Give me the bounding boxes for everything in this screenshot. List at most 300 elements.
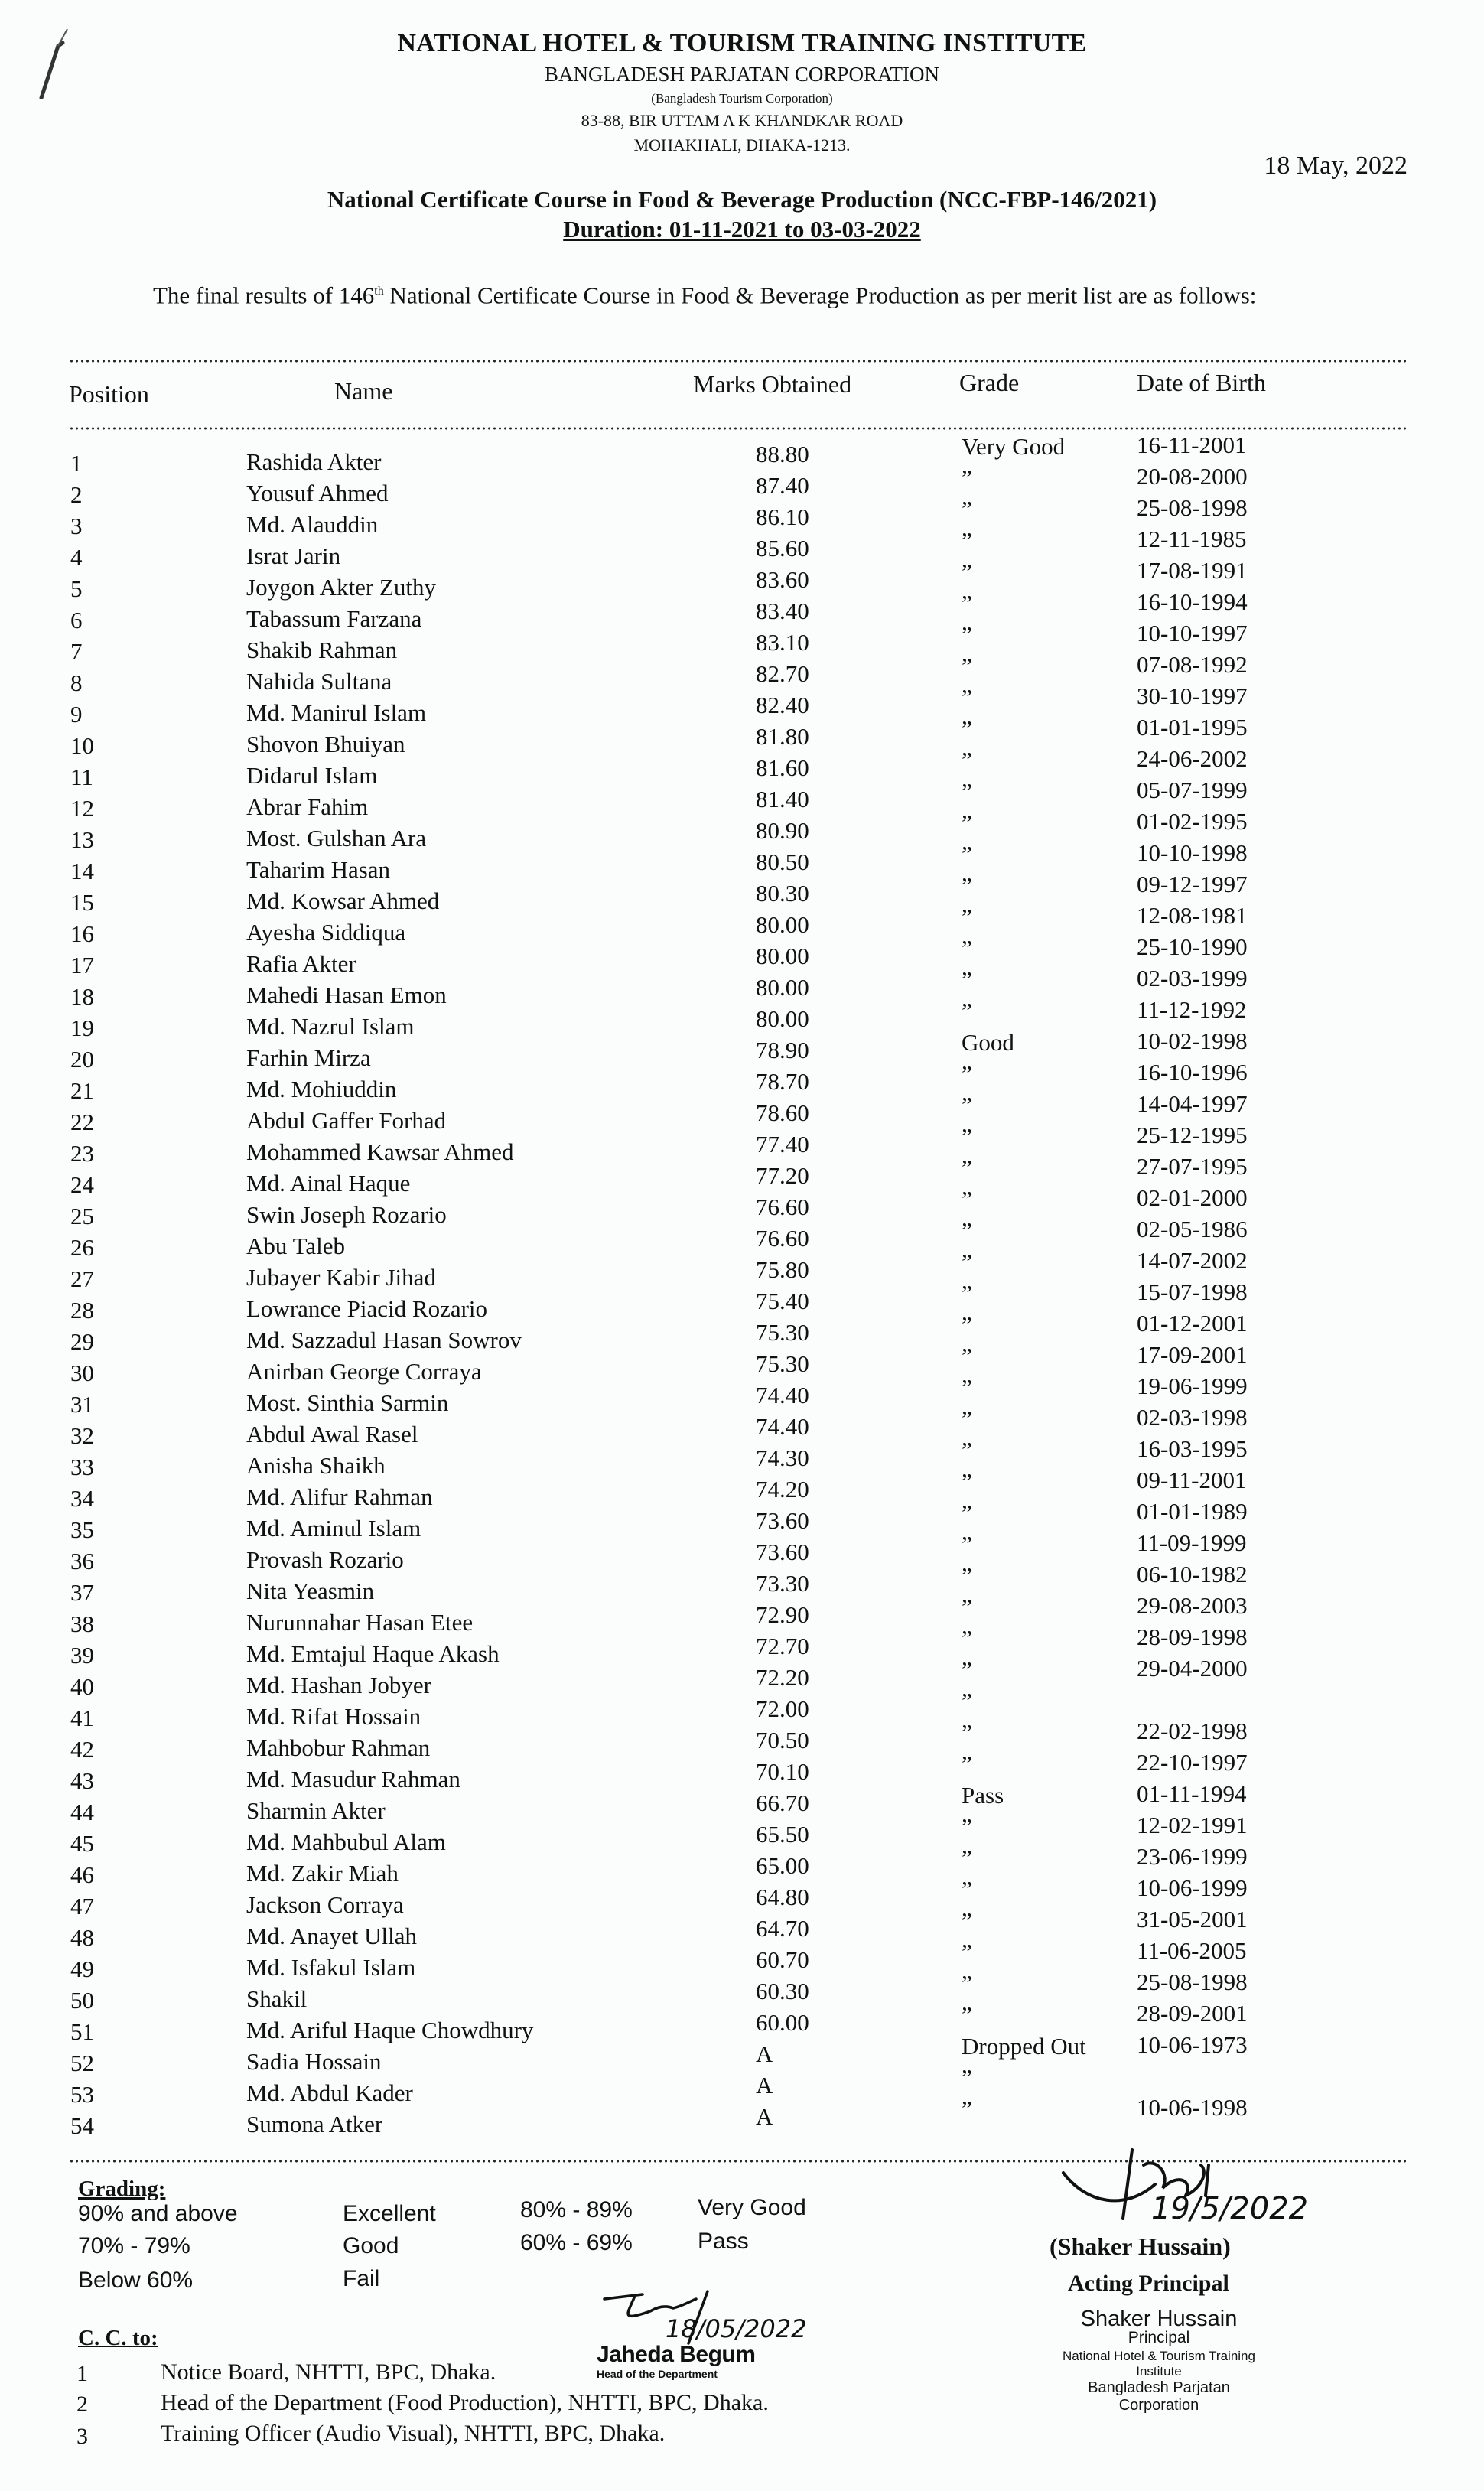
row-grade: ” bbox=[962, 1845, 972, 1871]
row-dob: 25-10-1990 bbox=[1137, 933, 1248, 960]
row-name: Sharmin Akter bbox=[246, 1797, 386, 1824]
grading-label: Very Good bbox=[698, 2195, 806, 2220]
row-name: Nurunnahar Hasan Etee bbox=[246, 1609, 474, 1636]
row-name: Israt Jarin bbox=[246, 542, 341, 569]
row-grade: ” bbox=[962, 747, 972, 773]
row-position: 48 bbox=[70, 1924, 94, 1951]
row-dob: 09-11-2001 bbox=[1137, 1467, 1247, 1493]
row-position: 30 bbox=[70, 1359, 94, 1386]
row-position: 1 bbox=[70, 450, 83, 477]
corporation-english: (Bangladesh Tourism Corporation) bbox=[651, 91, 833, 106]
row-dob: 19-06-1999 bbox=[1137, 1372, 1248, 1399]
row-dob: 28-09-2001 bbox=[1137, 2000, 1248, 2027]
row-marks: 87.40 bbox=[756, 472, 809, 499]
hod-signature-block bbox=[566, 2284, 841, 2398]
row-dob: 17-09-2001 bbox=[1137, 1341, 1248, 1368]
row-name: Md. Isfakul Islam bbox=[246, 1954, 416, 1981]
row-grade: ” bbox=[962, 684, 972, 711]
row-name: Jackson Corraya bbox=[246, 1891, 404, 1918]
cc-item-number: 1 bbox=[76, 2361, 88, 2386]
row-position: 7 bbox=[70, 638, 83, 665]
row-dob: 16-10-1996 bbox=[1137, 1059, 1248, 1086]
hod-signature bbox=[581, 2284, 826, 2345]
row-grade: ” bbox=[962, 966, 972, 993]
row-name: Rafia Akter bbox=[246, 950, 356, 977]
corporation-name: BANGLADESH PARJATAN CORPORATION bbox=[545, 63, 939, 86]
row-position: 31 bbox=[70, 1391, 94, 1418]
row-name: Md. Masudur Rahman bbox=[246, 1766, 460, 1793]
row-marks: 82.40 bbox=[756, 692, 809, 718]
row-dob: 01-02-1995 bbox=[1137, 808, 1248, 835]
row-dob: 01-12-2001 bbox=[1137, 1310, 1248, 1337]
row-grade: ” bbox=[962, 1123, 972, 1150]
row-grade: ” bbox=[962, 1154, 972, 1181]
signatory-title: Acting Principal bbox=[1068, 2271, 1229, 2296]
row-grade: ” bbox=[962, 1719, 972, 1746]
row-marks: A bbox=[756, 2040, 773, 2067]
row-position: 44 bbox=[70, 1799, 94, 1825]
row-grade: ” bbox=[962, 558, 972, 585]
row-position: 38 bbox=[70, 1610, 94, 1637]
seal-institute: National Hotel & Tourism Training Institute bbox=[1063, 2349, 1255, 2379]
row-marks: 73.60 bbox=[756, 1539, 809, 1565]
row-position: 41 bbox=[70, 1705, 94, 1731]
row-grade: ” bbox=[962, 1876, 972, 1903]
row-marks: 80.90 bbox=[756, 817, 809, 844]
row-dob: 27-07-1995 bbox=[1137, 1153, 1248, 1180]
row-grade: ” bbox=[962, 1939, 972, 1965]
row-grade: ” bbox=[962, 527, 972, 554]
row-name: Md. Sazzadul Hasan Sowrov bbox=[246, 1327, 522, 1353]
cc-title: C. C. to: bbox=[78, 2326, 158, 2350]
row-marks: 80.00 bbox=[756, 911, 809, 938]
row-dob: 22-02-1998 bbox=[1137, 1718, 1248, 1744]
row-dob: 11-06-2005 bbox=[1137, 1937, 1247, 1964]
row-name: Md. Manirul Islam bbox=[246, 699, 427, 726]
row-position: 25 bbox=[70, 1203, 94, 1229]
row-position: 2 bbox=[70, 481, 83, 508]
row-name: Shovon Bhuiyan bbox=[246, 731, 405, 757]
row-position: 3 bbox=[70, 513, 83, 539]
row-grade: ” bbox=[962, 653, 972, 679]
row-grade: ” bbox=[962, 2095, 972, 2122]
row-marks: A bbox=[756, 2072, 773, 2099]
row-marks: 78.90 bbox=[756, 1037, 809, 1063]
row-name: Md. Hashan Jobyer bbox=[246, 1672, 431, 1698]
row-marks: 81.40 bbox=[756, 786, 809, 812]
row-name: Rashida Akter bbox=[246, 448, 382, 475]
row-marks: 70.10 bbox=[756, 1758, 809, 1785]
cc-item-text: Head of the Department (Food Production), NHTTI, BPC, Dhaka. bbox=[161, 2390, 769, 2415]
row-name: Didarul Islam bbox=[246, 762, 378, 789]
row-position: 6 bbox=[70, 607, 83, 633]
row-marks: 80.00 bbox=[756, 1005, 809, 1032]
seal-corporation: Bangladesh Parjatan Corporation bbox=[1088, 2379, 1230, 2414]
row-name: Abu Taleb bbox=[246, 1232, 345, 1259]
row-dob: 16-10-1994 bbox=[1137, 588, 1248, 615]
row-dob: 11-09-1999 bbox=[1137, 1529, 1247, 1556]
grading-range: Below 60% bbox=[78, 2268, 194, 2293]
row-name: Md. Emtajul Haque Akash bbox=[246, 1640, 500, 1667]
row-dob: 17-08-1991 bbox=[1137, 557, 1248, 584]
row-marks: 74.30 bbox=[756, 1444, 809, 1471]
dotted-divider bbox=[69, 427, 1409, 430]
row-marks: 80.00 bbox=[756, 974, 809, 1001]
row-grade: ” bbox=[962, 590, 972, 617]
row-grade: ” bbox=[962, 998, 972, 1024]
row-grade: ” bbox=[962, 496, 972, 523]
row-dob: 14-04-1997 bbox=[1137, 1090, 1248, 1117]
row-dob: 16-03-1995 bbox=[1137, 1435, 1248, 1462]
row-position: 28 bbox=[70, 1297, 94, 1324]
row-position: 27 bbox=[70, 1265, 94, 1292]
row-grade: ” bbox=[962, 715, 972, 742]
row-grade: ” bbox=[962, 1060, 972, 1087]
row-name: Mahbobur Rahman bbox=[246, 1734, 431, 1761]
row-marks: A bbox=[756, 2103, 773, 2130]
row-name: Nita Yeasmin bbox=[246, 1578, 375, 1604]
row-grade: ” bbox=[962, 841, 972, 868]
intro-text-1: The final results of 146 bbox=[153, 282, 375, 309]
row-grade: ” bbox=[962, 1280, 972, 1307]
row-grade: ” bbox=[962, 1656, 972, 1683]
row-dob: 24-06-2002 bbox=[1137, 745, 1248, 772]
seal-title: Principal bbox=[1128, 2329, 1190, 2346]
principal-signature-date: 19/5/2022 bbox=[1151, 2191, 1309, 2226]
row-marks: 83.10 bbox=[756, 629, 809, 656]
row-dob: 01-01-1989 bbox=[1137, 1498, 1248, 1525]
row-dob: 25-08-1998 bbox=[1137, 1968, 1248, 1995]
grading-range: 80% - 89% bbox=[520, 2197, 633, 2222]
row-name: Most. Sinthia Sarmin bbox=[246, 1389, 449, 1416]
document-date: 18 May, 2022 bbox=[1264, 151, 1408, 180]
row-position: 24 bbox=[70, 1171, 94, 1198]
row-marks: 77.40 bbox=[756, 1131, 809, 1158]
row-dob: 09-12-1997 bbox=[1137, 871, 1248, 897]
row-grade: ” bbox=[962, 1374, 972, 1401]
row-grade: ” bbox=[962, 1813, 972, 1840]
row-position: 4 bbox=[70, 544, 83, 571]
header-marks: Marks Obtained bbox=[693, 370, 852, 398]
row-name: Abdul Gaffer Forhad bbox=[246, 1107, 447, 1134]
row-dob: 31-05-2001 bbox=[1137, 1906, 1248, 1933]
row-position: 19 bbox=[70, 1014, 94, 1041]
intro-text-2: National Certificate Course in Food & Beverage Production as per merit list are as follows: bbox=[383, 282, 1257, 309]
row-position: 45 bbox=[70, 1830, 94, 1857]
header-grade: Grade bbox=[959, 369, 1020, 396]
row-marks: 72.70 bbox=[756, 1633, 809, 1659]
cc-item-number: 3 bbox=[76, 2424, 88, 2449]
row-marks: 81.80 bbox=[756, 723, 809, 750]
row-dob: 06-10-1982 bbox=[1137, 1561, 1248, 1587]
row-grade: ” bbox=[962, 1311, 972, 1338]
row-grade: ” bbox=[962, 1625, 972, 1652]
row-marks: 72.90 bbox=[756, 1601, 809, 1628]
course-title: National Certificate Course in Food & Beverage Production (NCC-FBP-146/2021) bbox=[327, 186, 1157, 213]
row-grade: ” bbox=[962, 464, 972, 491]
row-position: 53 bbox=[70, 2081, 94, 2108]
row-marks: 65.50 bbox=[756, 1821, 809, 1848]
row-position: 42 bbox=[70, 1736, 94, 1763]
row-dob: 10-06-1998 bbox=[1137, 2094, 1248, 2121]
grading-label: Pass bbox=[698, 2229, 749, 2254]
address-line-1: 83-88, BIR UTTAM A K KHANDKAR ROAD bbox=[581, 111, 903, 130]
row-name: Ayesha Siddiqua bbox=[246, 919, 406, 946]
row-marks: 73.30 bbox=[756, 1570, 809, 1597]
row-dob: 14-07-2002 bbox=[1137, 1247, 1248, 1274]
course-duration bbox=[0, 216, 1484, 243]
row-position: 17 bbox=[70, 952, 94, 978]
row-name: Provash Rozario bbox=[246, 1546, 404, 1573]
row-name: Sumona Atker bbox=[246, 2111, 383, 2138]
results-table bbox=[0, 431, 1484, 2139]
row-name: Taharim Hasan bbox=[246, 856, 391, 883]
row-grade: ” bbox=[962, 1907, 972, 1934]
row-grade: ” bbox=[962, 1437, 972, 1464]
row-grade: ” bbox=[962, 778, 972, 805]
row-name: Anirban George Corraya bbox=[246, 1358, 482, 1385]
row-marks: 80.30 bbox=[756, 880, 809, 907]
grading-label: Excellent bbox=[343, 2201, 436, 2226]
row-position: 26 bbox=[70, 1234, 94, 1261]
row-position: 8 bbox=[70, 669, 83, 696]
row-grade: Pass bbox=[962, 1782, 1004, 1809]
hod-name: Jaheda Begum bbox=[597, 2342, 756, 2367]
row-marks: 83.40 bbox=[756, 598, 809, 624]
row-marks: 75.40 bbox=[756, 1288, 809, 1314]
row-grade: Very Good bbox=[962, 433, 1066, 460]
row-position: 47 bbox=[70, 1893, 94, 1920]
row-dob: 11-12-1992 bbox=[1137, 996, 1247, 1023]
hod-title: Head of the Department bbox=[597, 2368, 718, 2380]
row-name: Farhin Mirza bbox=[246, 1044, 371, 1071]
row-name: Md. Anayet Ullah bbox=[246, 1923, 417, 1949]
row-grade: ” bbox=[962, 935, 972, 962]
row-dob: 02-03-1999 bbox=[1137, 965, 1248, 992]
row-marks: 70.50 bbox=[756, 1727, 809, 1753]
row-dob: 25-08-1998 bbox=[1137, 494, 1248, 521]
row-marks: 75.80 bbox=[756, 1256, 809, 1283]
row-grade: ” bbox=[962, 621, 972, 648]
row-name: Md. Alifur Rahman bbox=[246, 1483, 433, 1510]
grading-label: Good bbox=[343, 2233, 399, 2258]
row-marks: 77.20 bbox=[756, 1162, 809, 1189]
row-grade: ” bbox=[962, 1531, 972, 1558]
row-dob: 10-10-1997 bbox=[1137, 620, 1248, 646]
row-marks: 78.60 bbox=[756, 1099, 809, 1126]
row-marks: 64.70 bbox=[756, 1915, 809, 1942]
row-name: Yousuf Ahmed bbox=[246, 480, 389, 506]
row-position: 22 bbox=[70, 1109, 94, 1135]
grading-range: 60% - 69% bbox=[520, 2230, 633, 2255]
course-duration-text: Duration: 01-11-2021 to 03-03-2022 bbox=[563, 216, 921, 243]
row-dob: 01-01-1995 bbox=[1137, 714, 1248, 741]
row-marks: 75.30 bbox=[756, 1350, 809, 1377]
row-position: 33 bbox=[70, 1454, 94, 1480]
row-grade: ” bbox=[962, 904, 972, 930]
row-grade: ” bbox=[962, 1405, 972, 1432]
row-marks: 81.60 bbox=[756, 754, 809, 781]
row-dob: 01-11-1994 bbox=[1137, 1780, 1247, 1807]
row-dob: 23-06-1999 bbox=[1137, 1843, 1248, 1870]
row-position: 50 bbox=[70, 1987, 94, 2014]
row-name: Md. Mohiuddin bbox=[246, 1076, 397, 1102]
row-grade: ” bbox=[962, 1186, 972, 1213]
row-name: Sadia Hossain bbox=[246, 2048, 382, 2075]
row-grade: ” bbox=[962, 1468, 972, 1495]
intro-superscript: th bbox=[374, 285, 384, 298]
row-position: 5 bbox=[70, 575, 83, 602]
row-dob: 12-02-1991 bbox=[1137, 1812, 1248, 1838]
row-grade: ” bbox=[962, 1343, 972, 1369]
grading-range: 90% and above bbox=[78, 2201, 238, 2226]
row-name: Md. Nazrul Islam bbox=[246, 1013, 415, 1040]
row-name: Md. Abdul Kader bbox=[246, 2079, 413, 2106]
cc-item-text: Notice Board, NHTTI, BPC, Dhaka. bbox=[161, 2359, 496, 2385]
row-position: 21 bbox=[70, 1077, 94, 1104]
row-marks: 66.70 bbox=[756, 1789, 809, 1816]
row-name: Mahedi Hasan Emon bbox=[246, 982, 447, 1008]
row-name: Md. Zakir Miah bbox=[246, 1860, 399, 1887]
row-position: 9 bbox=[70, 701, 83, 728]
row-position: 16 bbox=[70, 920, 94, 947]
signatory-name: (Shaker Hussain) bbox=[1050, 2232, 1231, 2260]
row-dob: 05-07-1999 bbox=[1137, 777, 1248, 803]
row-marks: 86.10 bbox=[756, 503, 809, 530]
row-dob: 02-03-1998 bbox=[1137, 1404, 1248, 1431]
row-marks: 72.20 bbox=[756, 1664, 809, 1691]
row-position: 37 bbox=[70, 1579, 94, 1606]
row-name: Abrar Fahim bbox=[246, 793, 369, 820]
row-dob: 25-12-1995 bbox=[1137, 1122, 1248, 1148]
row-marks: 72.00 bbox=[756, 1695, 809, 1722]
hod-signature-date: 18/05/2022 bbox=[666, 2314, 807, 2343]
row-grade: ” bbox=[962, 2001, 972, 2028]
row-name: Joygon Akter Zuthy bbox=[246, 574, 436, 601]
row-name: Anisha Shaikh bbox=[246, 1452, 386, 1479]
row-dob: 10-10-1998 bbox=[1137, 839, 1248, 866]
row-name: Swin Joseph Rozario bbox=[246, 1201, 447, 1228]
row-dob: 02-01-2000 bbox=[1137, 1184, 1248, 1211]
row-position: 39 bbox=[70, 1642, 94, 1669]
row-position: 35 bbox=[70, 1516, 94, 1543]
row-dob: 10-06-1999 bbox=[1137, 1874, 1248, 1901]
row-dob: 16-11-2001 bbox=[1137, 431, 1247, 458]
header-dob: Date of Birth bbox=[1137, 369, 1266, 396]
row-position: 34 bbox=[70, 1485, 94, 1512]
row-dob: 30-10-1997 bbox=[1137, 682, 1248, 709]
row-marks: 60.30 bbox=[756, 1978, 809, 2004]
row-name: Md. Rifat Hossain bbox=[246, 1703, 421, 1730]
letterhead bbox=[0, 23, 1484, 155]
row-grade: ” bbox=[962, 1750, 972, 1777]
row-position: 12 bbox=[70, 795, 94, 822]
row-dob: 29-08-2003 bbox=[1137, 1592, 1248, 1619]
row-marks: 76.60 bbox=[756, 1193, 809, 1220]
dotted-divider bbox=[69, 360, 1409, 363]
row-dob: 22-10-1997 bbox=[1137, 1749, 1248, 1776]
row-name: Tabassum Farzana bbox=[246, 605, 422, 632]
row-marks: 60.70 bbox=[756, 1946, 809, 1973]
seal-name: Shaker Hussain bbox=[1080, 2307, 1238, 2331]
row-marks: 64.80 bbox=[756, 1884, 809, 1910]
row-name: Md. Mahbubul Alam bbox=[246, 1828, 446, 1855]
row-dob: 10-02-1998 bbox=[1137, 1027, 1248, 1054]
row-dob: 02-05-1986 bbox=[1137, 1216, 1248, 1242]
row-grade: ” bbox=[962, 1562, 972, 1589]
row-position: 32 bbox=[70, 1422, 94, 1449]
row-marks: 74.40 bbox=[756, 1413, 809, 1440]
row-grade: ” bbox=[962, 872, 972, 899]
row-position: 13 bbox=[70, 826, 94, 853]
row-position: 36 bbox=[70, 1548, 94, 1574]
intro-paragraph bbox=[69, 272, 1408, 314]
row-position: 18 bbox=[70, 983, 94, 1010]
row-name: Md. Ainal Haque bbox=[246, 1170, 411, 1197]
row-dob: 10-06-1973 bbox=[1137, 2031, 1248, 2058]
institute-name: NATIONAL HOTEL & TOURISM TRAINING INSTITUTE bbox=[397, 29, 1087, 57]
row-position: 23 bbox=[70, 1140, 94, 1167]
row-marks: 88.80 bbox=[756, 441, 809, 467]
row-name: Mohammed Kawsar Ahmed bbox=[246, 1138, 514, 1165]
row-name: Nahida Sultana bbox=[246, 668, 392, 695]
row-name: Md. Ariful Haque Chowdhury bbox=[246, 2017, 534, 2043]
row-dob: 07-08-1992 bbox=[1137, 651, 1248, 678]
row-dob: 20-08-2000 bbox=[1137, 463, 1248, 490]
row-grade: ” bbox=[962, 2064, 972, 2091]
row-grade: ” bbox=[962, 1249, 972, 1275]
row-name: Lowrance Piacid Rozario bbox=[246, 1295, 488, 1322]
row-grade: ” bbox=[962, 1092, 972, 1119]
principal-seal bbox=[1048, 2307, 1270, 2414]
row-grade: ” bbox=[962, 1217, 972, 1244]
row-marks: 82.70 bbox=[756, 660, 809, 687]
row-position: 49 bbox=[70, 1955, 94, 1982]
row-grade: ” bbox=[962, 1499, 972, 1526]
row-position: 14 bbox=[70, 858, 94, 884]
cc-item-number: 2 bbox=[76, 2392, 88, 2417]
row-dob: 29-04-2000 bbox=[1137, 1655, 1248, 1682]
row-position: 51 bbox=[70, 2018, 94, 2045]
row-position: 10 bbox=[70, 732, 94, 759]
row-position: 52 bbox=[70, 2050, 94, 2076]
row-grade: ” bbox=[962, 809, 972, 836]
row-position: 20 bbox=[70, 1046, 94, 1073]
row-dob: 12-11-1985 bbox=[1137, 526, 1247, 552]
row-marks: 74.20 bbox=[756, 1476, 809, 1503]
header-name: Name bbox=[334, 377, 393, 405]
row-position: 11 bbox=[70, 764, 93, 790]
row-marks: 80.50 bbox=[756, 848, 809, 875]
address-line-2: MOHAKHALI, DHAKA-1213. bbox=[633, 135, 851, 155]
row-name: Most. Gulshan Ara bbox=[246, 825, 427, 851]
row-grade: Dropped Out bbox=[962, 2033, 1086, 2060]
row-position: 29 bbox=[70, 1328, 94, 1355]
row-position: 43 bbox=[70, 1767, 94, 1794]
row-name: Abdul Awal Rasel bbox=[246, 1421, 418, 1447]
row-name: Md. Aminul Islam bbox=[246, 1515, 421, 1542]
row-grade: ” bbox=[962, 1688, 972, 1714]
row-grade: ” bbox=[962, 1594, 972, 1620]
header-position: Position bbox=[69, 380, 149, 408]
row-position: 40 bbox=[70, 1673, 94, 1700]
row-marks: 85.60 bbox=[756, 535, 809, 562]
row-marks: 74.40 bbox=[756, 1382, 809, 1408]
row-name: Shakil bbox=[246, 1985, 308, 2012]
row-dob: 28-09-1998 bbox=[1137, 1623, 1248, 1650]
row-position: 46 bbox=[70, 1861, 94, 1888]
grading-label: Fail bbox=[343, 2266, 380, 2291]
